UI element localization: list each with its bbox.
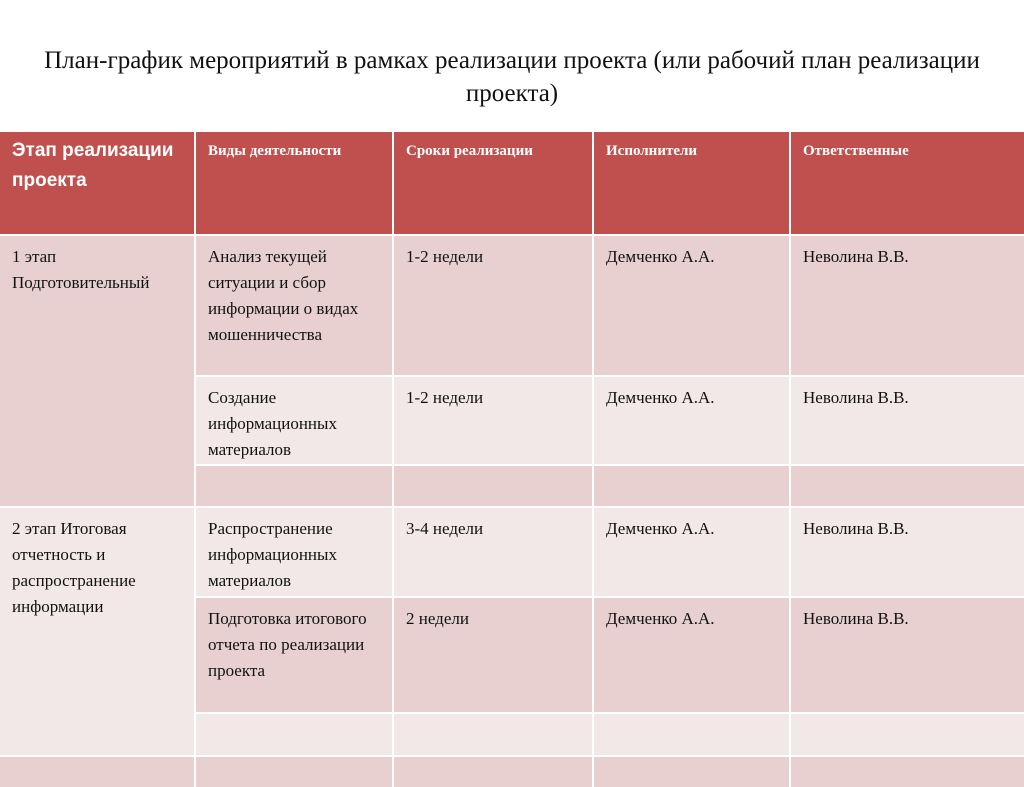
- empty-cell: [394, 757, 592, 787]
- activity-cell: Распространение информационных материалов: [196, 508, 392, 596]
- empty-cell: [791, 466, 1024, 506]
- empty-cell: [594, 714, 789, 755]
- executor-cell: Демченко А.А.: [594, 236, 789, 375]
- header-term: Сроки реализации: [394, 132, 592, 234]
- activity-cell: Анализ текущей ситуации и сбор информации о видах мошенничества: [196, 236, 392, 375]
- empty-cell: [394, 714, 592, 755]
- plan-table: [0, 132, 1024, 787]
- header-executor: Исполнители: [594, 132, 789, 234]
- term-cell: 1-2 недели: [394, 377, 592, 464]
- responsible-cell: Неволина В.В.: [791, 508, 1024, 596]
- responsible-cell: Неволина В.В.: [791, 236, 1024, 375]
- page-title: План-график мероприятий в рамках реализации проекта (или рабочий план реализации проекта): [44, 47, 980, 107]
- empty-cell: [0, 757, 194, 787]
- activity-cell: Создание информационных материалов: [196, 377, 392, 464]
- executor-cell: Демченко А.А.: [594, 508, 789, 596]
- activity-cell: Подготовка итогового отчета по реализации проекта: [196, 598, 392, 712]
- empty-cell: [196, 466, 392, 506]
- responsible-cell: Неволина В.В.: [791, 598, 1024, 712]
- header-stage: Этап реализации проекта: [0, 132, 194, 234]
- term-cell: 2 недели: [394, 598, 592, 712]
- empty-cell: [594, 757, 789, 787]
- empty-cell: [196, 757, 392, 787]
- stage-1-cell: 1 этап Подготовительный: [0, 236, 194, 506]
- empty-cell: [594, 466, 789, 506]
- term-cell: 1-2 недели: [394, 236, 592, 375]
- header-responsible: Ответственные: [791, 132, 1024, 234]
- empty-cell: [196, 714, 392, 755]
- empty-cell: [791, 757, 1024, 787]
- executor-cell: Демченко А.А.: [594, 377, 789, 464]
- header-activity: Виды деятельности: [196, 132, 392, 234]
- term-cell: 3-4 недели: [394, 508, 592, 596]
- empty-cell: [791, 714, 1024, 755]
- executor-cell: Демченко А.А.: [594, 598, 789, 712]
- stage-2-cell: 2 этап Итоговая отчетность и распространение информации: [0, 508, 194, 755]
- responsible-cell: Неволина В.В.: [791, 377, 1024, 464]
- empty-cell: [394, 466, 592, 506]
